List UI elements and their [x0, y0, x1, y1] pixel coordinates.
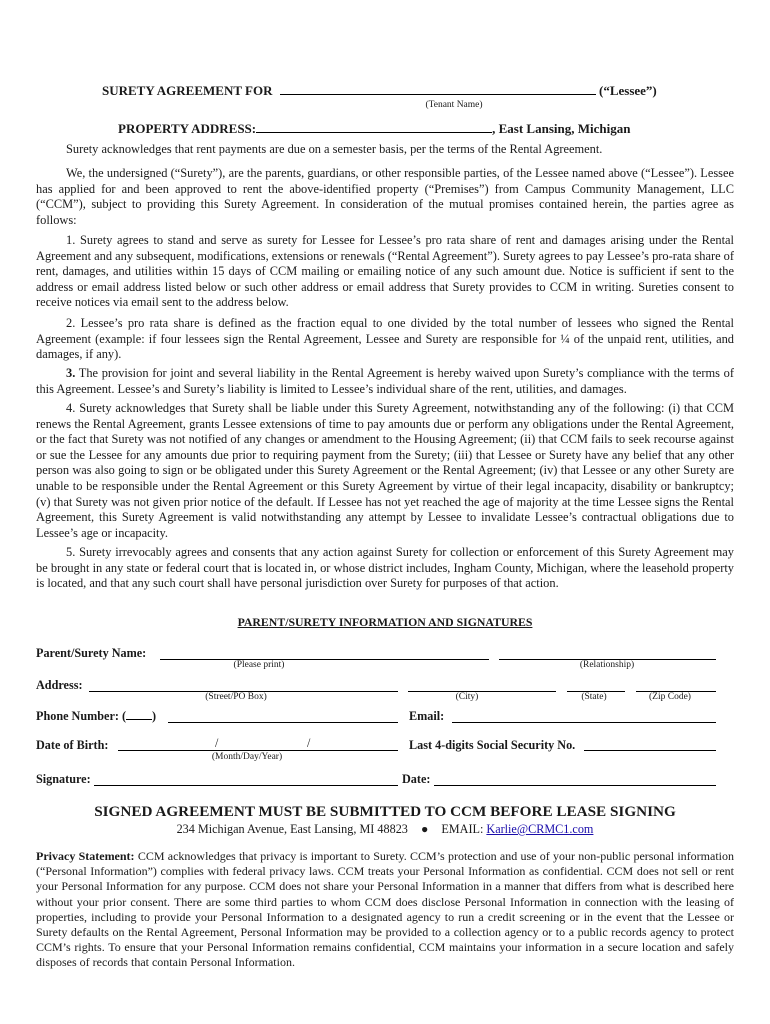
- surety-name-field[interactable]: [160, 659, 489, 660]
- property-label: PROPERTY ADDRESS:: [118, 121, 257, 136]
- relationship-caption: (Relationship): [579, 660, 635, 670]
- dob-caption: (Month/Day/Year): [211, 752, 283, 762]
- please-print-caption: (Please print): [233, 660, 285, 670]
- signature-label: Signature:: [36, 772, 91, 786]
- phone-field[interactable]: [168, 722, 398, 723]
- email-field[interactable]: [452, 722, 716, 723]
- submission-notice: SIGNED AGREEMENT MUST BE SUBMITTED TO CCM BEFORE LEASE SIGNING: [94, 803, 676, 820]
- clause-4: 4. Surety acknowledges that Surety shall be liable under this Surety Agreement, notwithstanding any of the following: (i) that CCM renews the Rental Agreement, grants Lessee extensions of time to pay amounts due or perform any obligations under the Rental Agreement, or the fact that Surety was not notified of any changes or amendment to the Housing Agreement; (ii) that CCM fails to seek recourse against or sue the Lessee for any amounts due prior to requiring payment from the Surety; (iii) that Lessee or Surety have any belief that any other person was also going to sign or be obligated under this Surety Agreement or the Rental Agreement; (iv) that Lessee or any other Surety are unable to be responsible under the Rental Agreement or this Surety Agreement by virtue of their legal incapacity, disability or bankruptcy; (v) that Surety was not given prior notice of the default. If Lessee has not yet reached the age of majority at the time Lessee signs the Rental Agreement, this Surety Agreement is valid notwithstanding any attempt by Lessee to invalidate Lessee’s contractual obligations due to Lessee’s age or incapacity.: [36, 401, 734, 540]
- privacy-text: CCM acknowledges that privacy is important to Surety. CCM’s protection and use of your non-public personal information (“Personal Information”) complies with federal privacy laws. CCM treats your Personal Information as confidential. CCM does not sell or rent your Personal Information for any purpose. CCM does not share your Personal Information in a manner that differs from what is described here without your prior consent. There are some third parties to whom CCM does disclose Personal Information in connection with the leasing of properties, including to provide your Personal Information to a designated agency to run a credit screening or in the event that the Lessee or Surety defaults on the Rental Agreement, Personal Information may be provided to a collection agency or to a public records agency to protect CCM’s rights. To ensure that your Personal Information remains confidential, CCM maintains your information in a secure location and safely disposes of records that contain Personal Information.: [36, 849, 735, 970]
- property-suffix: , East Lansing, Michigan: [492, 121, 631, 136]
- title-suffix: (“Lessee”): [598, 83, 657, 98]
- clause-1: 1. Surety agrees to stand and serve as surety for Lessee for Lessee’s pro rata share of rent and damages arising under the Rental Agreement and any subsequent, modifications, extensions or renewals (“Rental Agreement”). Surety agrees to pay Lessee’s pro-rata share of rent, damages, and utilities within 15 days of CCM mailing or emailing notice of any such amount due. Notice is sufficient if sent to the address or email address listed below or such other address or email address that Surety provides to CCM in writing. Sureties consent to receive notices via email sent to the address below.: [36, 233, 734, 310]
- clause-2: 2. Lessee’s pro rata share is defined as the fraction equal to one divided by the total number of lessees who signed the Rental Agreement (example: if four lessees sign the Rental Agreement, Lessee and Surety are responsible for ¼ of the unpaid rent, utilities, and damages, if any).: [36, 316, 734, 362]
- contact-email-link[interactable]: Karlie@CRMC1.com: [486, 822, 594, 836]
- state-caption: (State): [581, 692, 607, 702]
- phone-label: Phone Number: (: [36, 709, 127, 723]
- date-label: Date:: [402, 772, 431, 786]
- email-prefix: EMAIL:: [441, 822, 484, 836]
- name-label: Parent/Surety Name:: [36, 646, 147, 660]
- phone-row: [36, 709, 156, 724]
- ccm-address: 234 Michigan Avenue, East Lansing, MI 48823: [176, 822, 408, 836]
- signature-field[interactable]: [94, 785, 398, 786]
- date-field[interactable]: [434, 785, 716, 786]
- property-line: [118, 121, 630, 137]
- dob-label: Date of Birth:: [36, 738, 109, 752]
- dob-field[interactable]: [118, 750, 398, 751]
- clause-3-number: 3.: [66, 366, 76, 380]
- bullet-icon: ●: [420, 822, 429, 836]
- contact-line: [36, 822, 734, 837]
- tenant-name-caption: (Tenant Name): [425, 100, 483, 110]
- ssn-field[interactable]: [584, 750, 716, 751]
- privacy-statement: [36, 849, 734, 971]
- clause-3-text: The provision for joint and several liability in the Rental Agreement is hereby waived upon Surety’s compliance with the terms of this Agreement. Lessee’s and Surety’s liability is limited to Lessee’s individual share of the rent, utilities, and damages.: [36, 366, 734, 396]
- email-label: Email:: [409, 709, 445, 723]
- address-label: Address:: [36, 678, 83, 692]
- zip-caption: (Zip Code): [649, 692, 691, 702]
- title-prefix: SURETY AGREEMENT FOR: [102, 83, 273, 98]
- tenant-name-field[interactable]: [280, 94, 596, 95]
- dob-slash-2: /: [307, 736, 311, 750]
- title-line: [102, 83, 657, 99]
- section-title: PARENT/SURETY INFORMATION AND SIGNATURES: [237, 615, 533, 629]
- area-code-field[interactable]: [126, 719, 152, 720]
- privacy-label: Privacy Statement:: [36, 849, 135, 863]
- city-caption: (City): [455, 692, 479, 702]
- intro-text: Surety acknowledges that rent payments are due on a semester basis, per the terms of the Rental Agreement.: [66, 142, 603, 156]
- clause-3: [36, 366, 734, 397]
- dob-slash-1: /: [215, 736, 219, 750]
- preamble-paragraph: We, the undersigned (“Surety”), are the parents, guardians, or other responsible parties, of the Lessee named above (“Lessee”). Lessee has applied for and been approved to rent the above-identified property (“Premises”) from Campus Community Management, LLC (“CCM”), subject to providing this Surety Agreement. In consideration of the mutual promises contained herein, the parties agree as follows:: [36, 166, 734, 227]
- ssn-label: Last 4-digits Social Security No.: [409, 738, 576, 752]
- clause-5: 5. Surety irrevocably agrees and consents that any action against Surety for collection or enforcement of this Surety Agreement may be brought in any state or federal court that is located in, or whose district includes, Ingham County, Michigan, where the leasehold property is located, and that any such court shall have personal jurisdiction over Surety for purposes of that action.: [36, 545, 734, 591]
- property-address-field[interactable]: [256, 132, 492, 133]
- street-caption: (Street/PO Box): [205, 692, 267, 702]
- phone-close: ): [152, 709, 157, 723]
